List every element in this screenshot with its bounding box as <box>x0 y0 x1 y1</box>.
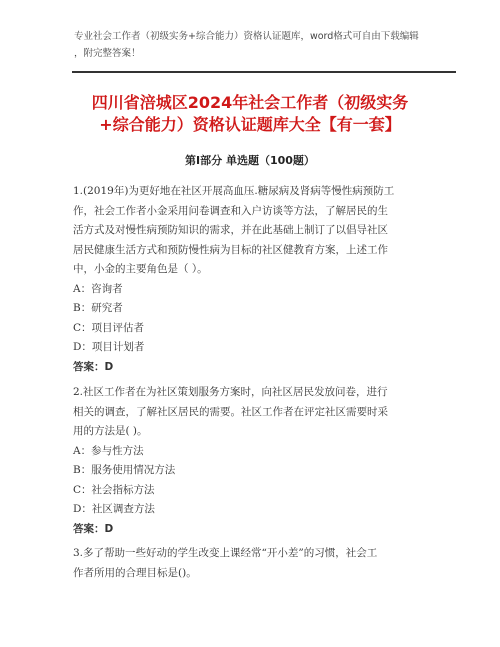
title-line: +综合能力）资格认证题库大全【有一套】 <box>99 115 401 134</box>
question-text-line: 2.社区工作者在为社区策划服务方案时，向社区居民发放问卷，进行 <box>73 386 388 398</box>
question-text-line: 中，小金的主要角色是（ ）。 <box>73 263 208 275</box>
option-d: D：社区调查方法 <box>73 503 155 515</box>
option-b: B：研究者 <box>73 302 123 314</box>
header-note <box>74 28 434 62</box>
answer-label: 答案：D <box>73 360 114 373</box>
question-text-line: 活方式及对慢性病预防知识的需求，并在此基础上制订了以倡导社区 <box>73 224 388 236</box>
title-line: 四川省涪城区2024年社会工作者（初级实务 <box>91 93 409 112</box>
option-d: D：项目计划者 <box>73 341 145 353</box>
document-title <box>60 92 440 136</box>
option-c: C：社会指标方法 <box>73 483 155 496</box>
option-b: B：服务使用情况方法 <box>73 464 176 476</box>
section-heading: 第Ⅰ部分 单选题（100题） <box>185 154 315 167</box>
header-note-line: ，附完整答案！ <box>74 48 141 59</box>
option-c: C：项目评估者 <box>73 321 145 334</box>
question-text-line: 3.多了帮助一些好动的学生改变上课经常“开小差”的习惯，社会工 <box>73 547 378 559</box>
header-divider <box>72 71 456 73</box>
answer-label: 答案：D <box>73 522 114 535</box>
question-3 <box>73 544 438 583</box>
question-text-line: 1.(2019年)为更好地在社区开展高血压.糖尿病及肾病等慢性病预防工 <box>73 185 395 197</box>
question-text-line: 居民健康生活方式和预防慢性病为目标的社区健教育方案，上述工作 <box>73 243 388 256</box>
question-2 <box>73 383 438 539</box>
option-a: A：参与性方法 <box>73 444 144 457</box>
question-text-line: 用的方法是( )。 <box>73 425 148 437</box>
header-note-line: 专业社会工作者（初级实务+综合能力）资格认证题库，word格式可自由下载编辑 <box>74 31 419 42</box>
question-1 <box>73 182 438 377</box>
question-text-line: 作者所用的合理目标是()。 <box>73 566 197 579</box>
question-text-line: 作，社会工作者小金采用问卷调查和入户访谈等方法，了解居民的生 <box>73 204 388 217</box>
option-a: A：咨询者 <box>73 282 123 295</box>
question-text-line: 相关的调查，了解社区居民的需要。社区工作者在评定社区需要时采 <box>73 405 388 418</box>
